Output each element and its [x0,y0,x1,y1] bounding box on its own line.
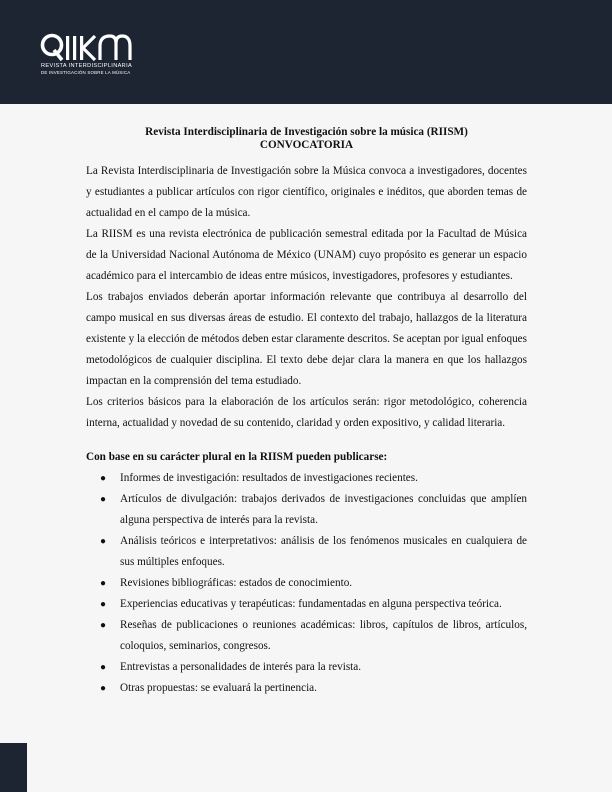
list-item-text: Revisiones bibliográficas: estados de conocimiento. [120,577,353,589]
bullet-icon: ● [100,599,107,610]
bullet-icon: ● [100,473,107,484]
bullet-icon: ● [100,662,107,673]
list-item [100,615,527,657]
list-item-text: Análisis teóricos e interpretativos: análisis de los fenómenos musicales en cualquiera de sus múltiples enfoques. [120,535,527,568]
list-item [100,594,527,615]
paragraph-criteria: Los criterios básicos para la elaboración de los artículos serán: rigor metodológico, coherencia interna, actualidad y novedad de su contenido, claridad y orden expositivo, y calidad literaria. [86,396,527,429]
title-line-2: CONVOCATORIA [259,138,354,151]
bullet-icon: ● [100,536,107,547]
paragraph-about: La RIISM es una revista electrónica de publicación semestral editada por la Facultad de Música de la Universidad Nacional Autónoma de México (UNAM) cuyo propósito es generar un espacio académico para el intercambio de ideas entre músicos, investigadores, profesores y estudiantes. [86,228,527,282]
list-item [100,678,527,699]
list-item-text: Experiencias educativas y terapéuticas: fundamentadas en alguna perspectiva teórica. [120,598,502,610]
list-item-text: Otras propuestas: se evaluará la pertinencia. [120,682,317,694]
bullet-icon: ● [100,620,107,631]
list-item [100,657,527,678]
list-item [100,573,527,594]
list-item [100,489,527,531]
bullet-icon: ● [100,578,107,589]
document-body [86,126,527,699]
page-header [0,0,612,104]
bullet-icon: ● [100,494,107,505]
paragraph-requirements: Los trabajos enviados deberán aportar información relevante que contribuya al desarrollo del campo musical en sus diversas áreas de estudio. El contexto del trabajo, hallazgos de la literatura existente y la elección de métodos deben estar claramente descritos. Se aceptan por igual enfoques metodológicos de cualquier disciplina. El texto debe dejar clara la manera en que los hallazgos impactan en la comprensión del tema estudiado. [86,291,527,387]
list-item-text: Artículos de divulgación: trabajos derivados de investigaciones concluidas que amplíen alguna perspectiva de interés para la revista. [120,493,527,526]
document-title [86,126,527,151]
title-line-1: Revista Interdisciplinaria de Investigación sobre la música (RIISM) [145,126,468,138]
list-item-text: Informes de investigación: resultados de investigaciones recientes. [120,472,418,484]
list-item-text: Reseñas de publicaciones o reuniones académicas: libros, capítulos de libros, artículos, coloquios, seminarios, congresos. [120,619,527,652]
list-item [100,531,527,573]
publication-types-list [86,468,527,699]
logo-caption-line2: DE INVESTIGACIÓN SOBRE LA MÚSICA [41,70,131,75]
list-item [100,468,527,489]
corner-decoration [0,743,27,792]
logo-caption-line1: REVISTA INTERDISCIPLINARIA [41,63,133,69]
riism-logo-mark [40,33,136,63]
bullet-icon: ● [100,683,107,694]
riism-logo [40,33,136,81]
paragraph-intro: La Revista Interdisciplinaria de Investigación sobre la Música convoca a investigadores, docentes y estudiantes a publicar artículos con rigor científico, originales e inéditos, que aborden temas de actualidad en el campo de la música. [86,165,527,219]
list-item-text: Entrevistas a personalidades de interés para la revista. [120,661,362,673]
section-heading: Con base en su carácter plural en la RIISM pueden publicarse: [86,451,388,463]
